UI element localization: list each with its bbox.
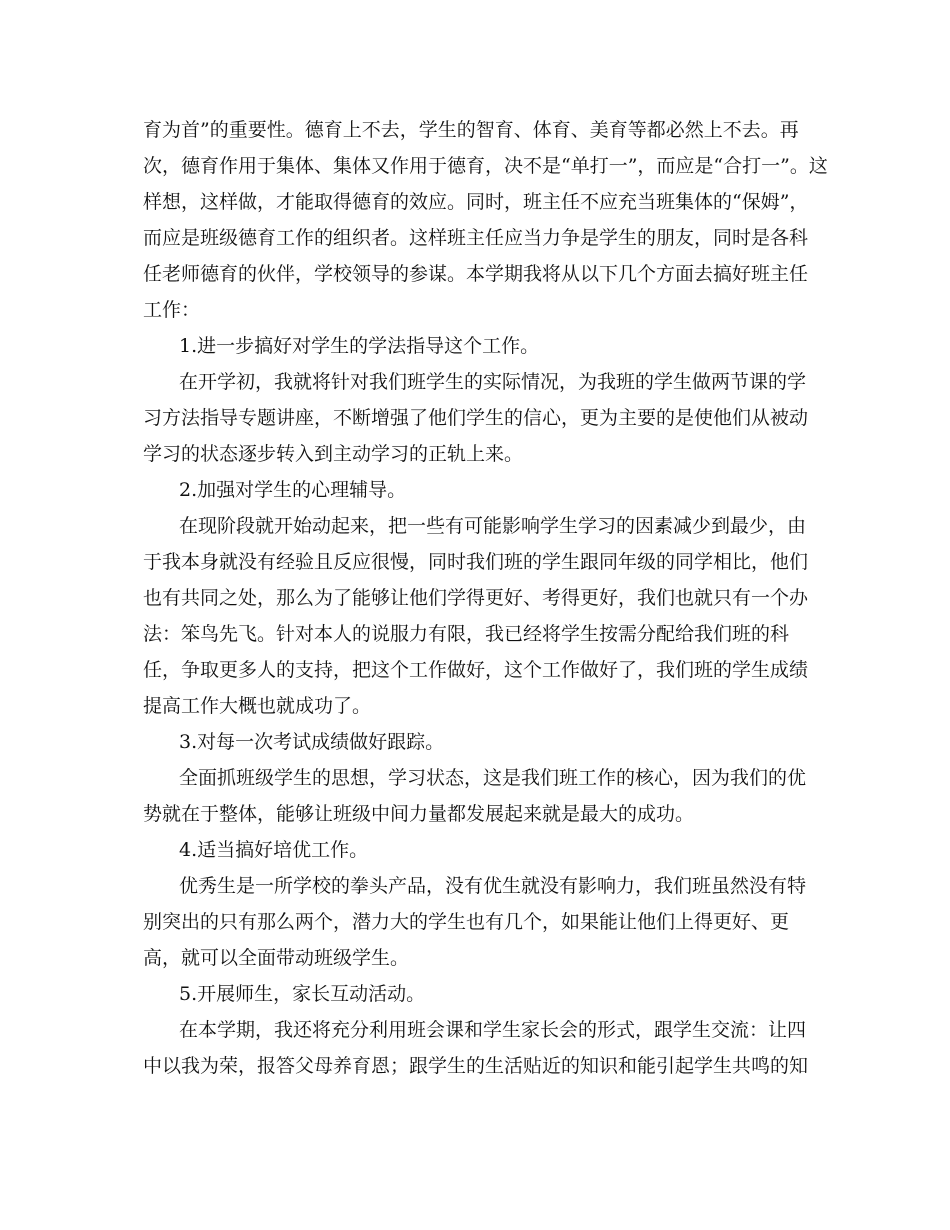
section-heading: 3.对每一次考试成绩做好跟踪。 bbox=[179, 731, 445, 753]
text-line: 学习的状态逐步转入到主动学习的正轨上来。 bbox=[143, 443, 524, 465]
text-line: 次，德育作用于集体、集体又作用于德育，决不是“单打一”，而应是“合打一”。这 bbox=[143, 155, 828, 177]
section-heading: 4.适当搞好培优工作。 bbox=[179, 839, 369, 861]
text-line: 提高工作大概也就成功了。 bbox=[143, 695, 372, 717]
text-line: 在现阶段就开始动起来，把一些有可能影响学生学习的因素减少到最少，由 bbox=[179, 515, 807, 537]
text-line: 习方法指导专题讲座，不断增强了他们学生的信心，更为主要的是使他们从被动 bbox=[143, 407, 809, 429]
text-line: 样想，这样做，才能取得德育的效应。同时，班主任不应充当班集体的“保姆”， bbox=[143, 191, 809, 213]
section-heading: 5.开展师生，家长互动活动。 bbox=[179, 983, 426, 1005]
text-line: 工作： bbox=[143, 299, 201, 321]
text-line: 别突出的只有那么两个，潜力大的学生也有几个，如果能让他们上得更好、更 bbox=[143, 911, 790, 933]
text-line: 也有共同之处，那么为了能够让他们学得更好、考得更好，我们也就只有一个办 bbox=[143, 587, 809, 609]
text-line: 高，就可以全面带动班级学生。 bbox=[143, 947, 410, 969]
text-line: 优秀生是一所学校的拳头产品，没有优生就没有影响力，我们班虽然没有特 bbox=[179, 875, 807, 897]
section-heading: 1.进一步搞好对学生的学法指导这个工作。 bbox=[179, 335, 540, 357]
text-line: 全面抓班级学生的思想，学习状态，这是我们班工作的核心，因为我们的优 bbox=[179, 767, 807, 789]
text-line: 任老师德育的伙伴，学校领导的参谋。本学期我将从以下几个方面去搞好班主任 bbox=[143, 263, 809, 285]
text-line: 中以我为荣，报答父母养育恩；跟学生的生活贴近的知识和能引起学生共鸣的知 bbox=[143, 1055, 809, 1077]
text-line: 任，争取更多人的支持，把这个工作做好，这个工作做好了，我们班的学生成绩 bbox=[143, 659, 809, 681]
text-line: 而应是班级德育工作的组织者。这样班主任应当力争是学生的朋友，同时是各科 bbox=[143, 227, 809, 249]
section-heading: 2.加强对学生的心理辅导。 bbox=[179, 479, 407, 501]
text-line: 在本学期，我还将充分利用班会课和学生家长会的形式，跟学生交流：让四 bbox=[179, 1019, 807, 1041]
text-line: 在开学初，我就将针对我们班学生的实际情况，为我班的学生做两节课的学 bbox=[179, 371, 807, 393]
text-line: 势就在于整体，能够让班级中间力量都发展起来就是最大的成功。 bbox=[143, 803, 695, 825]
text-line: 育为首”的重要性。德育上不去，学生的智育、体育、美育等都必然上不去。再 bbox=[143, 119, 799, 141]
text-line: 法：笨鸟先飞。针对本人的说服力有限，我已经将学生按需分配给我们班的科 bbox=[143, 623, 790, 645]
text-line: 于我本身就没有经验且反应很慢，同时我们班的学生跟同年级的同学相比，他们 bbox=[143, 551, 809, 573]
